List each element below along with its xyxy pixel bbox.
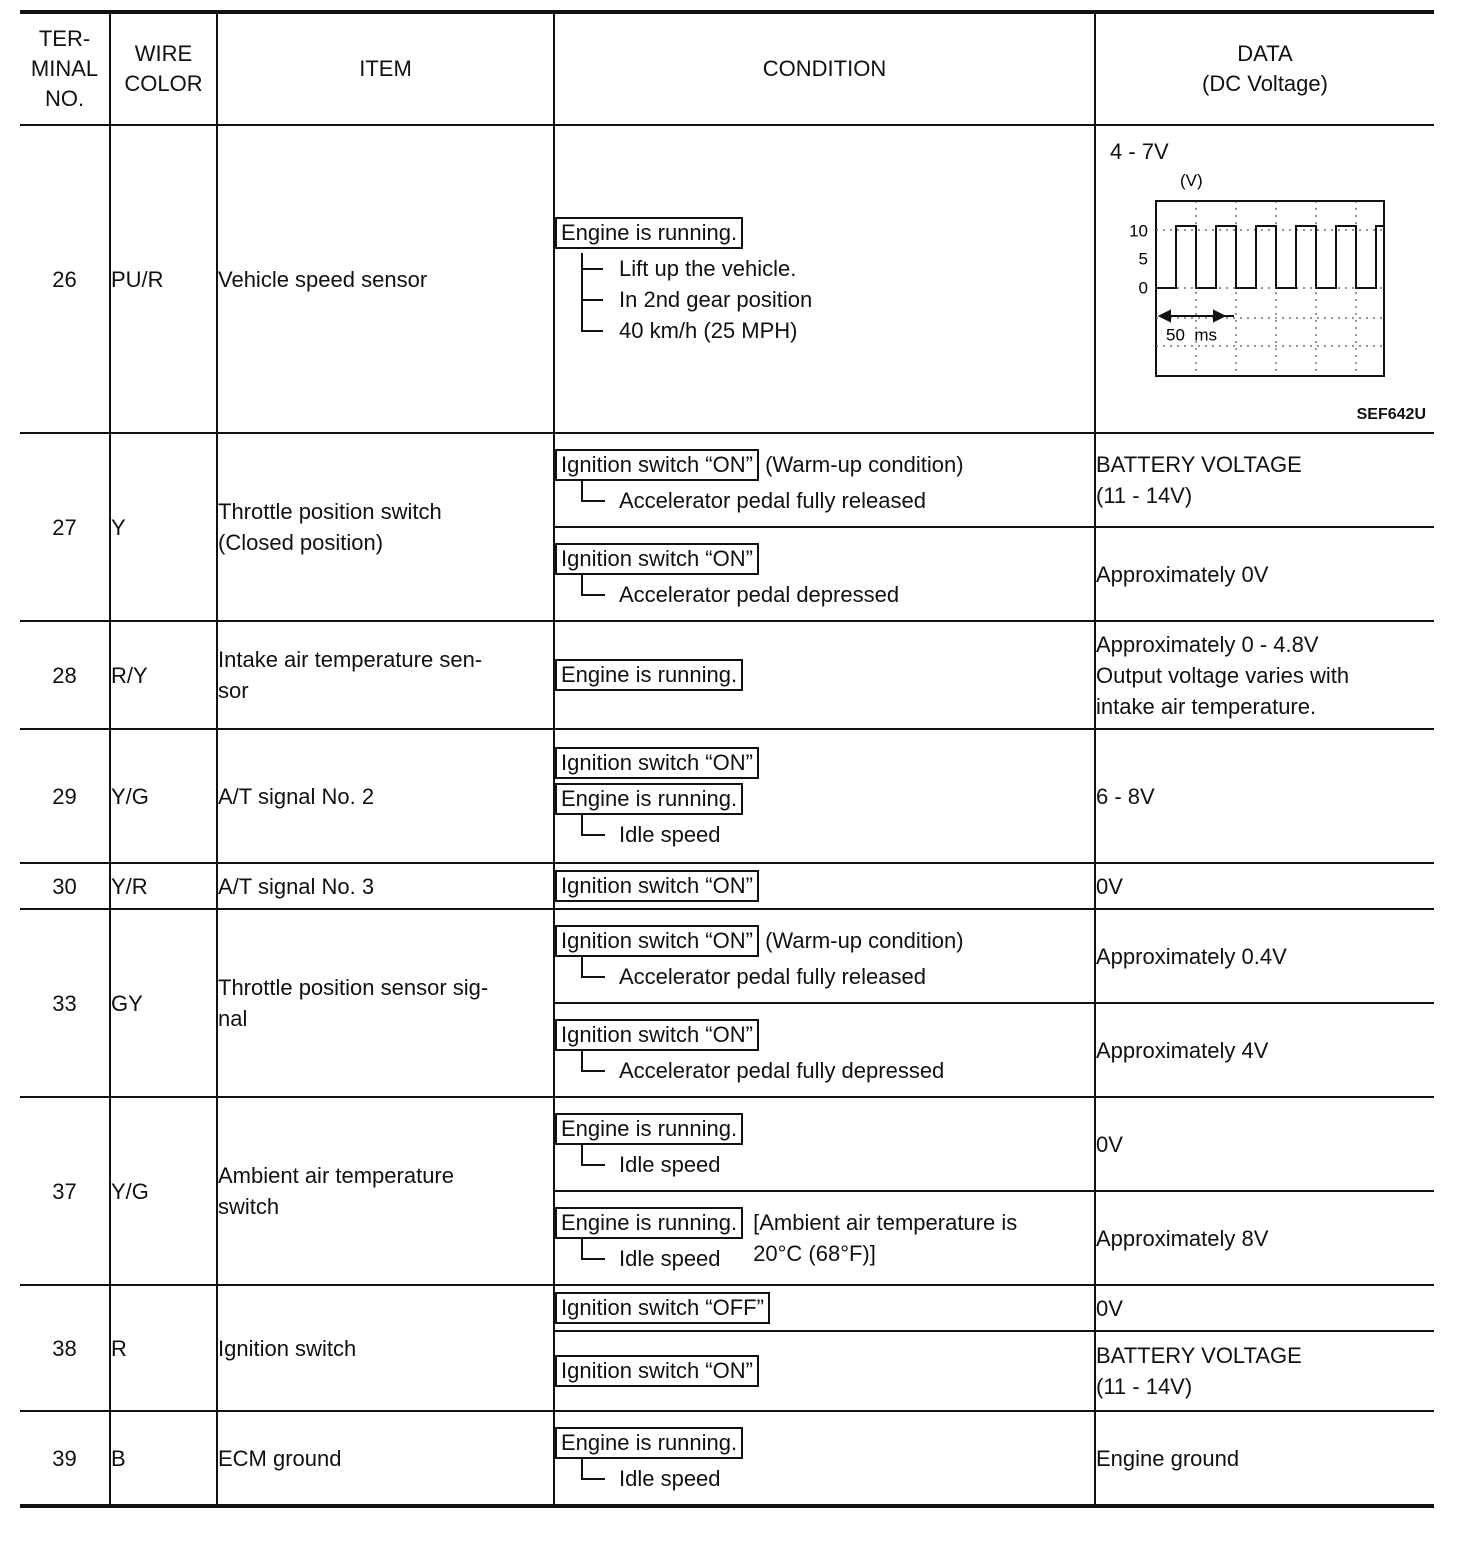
condition-cell bbox=[554, 125, 1095, 433]
condition-cell bbox=[554, 1411, 1095, 1506]
wire-color: GY bbox=[110, 909, 217, 1097]
table-row-37 bbox=[20, 1097, 1434, 1191]
item-line: nal bbox=[218, 1006, 248, 1031]
data-value: Approximately 4V bbox=[1095, 1003, 1434, 1097]
data-cell bbox=[1095, 1331, 1434, 1411]
condition-note-line: 20°C (68°F)] bbox=[753, 1240, 876, 1266]
condition-subline: Idle speed bbox=[581, 1243, 743, 1274]
condition-subline: Idle speed bbox=[581, 1463, 1094, 1494]
data-line: intake air temperature. bbox=[1096, 693, 1317, 719]
header-row bbox=[20, 12, 1434, 125]
condition-note: (Warm-up condition) bbox=[765, 927, 964, 953]
condition-box: Engine is running. bbox=[555, 1207, 743, 1239]
wire-color: PU/R bbox=[110, 125, 217, 433]
condition-subline: Accelerator pedal depressed bbox=[581, 579, 1094, 610]
condition-box: Ignition switch “ON” bbox=[555, 747, 759, 779]
table-row-29 bbox=[20, 729, 1434, 863]
condition-cell bbox=[554, 1285, 1095, 1331]
data-cell bbox=[1095, 125, 1434, 433]
data-line: BATTERY VOLTAGE bbox=[1096, 1343, 1302, 1368]
condition-cell bbox=[554, 1097, 1095, 1191]
wire-color: Y/G bbox=[110, 729, 217, 863]
condition-box: Ignition switch “ON” bbox=[555, 1355, 759, 1387]
waveform-y-tick: 0 bbox=[1138, 278, 1148, 298]
condition-box: Engine is running. bbox=[555, 1113, 743, 1145]
terminal-number: 33 bbox=[20, 909, 110, 1097]
data-value: Approximately 0.4V bbox=[1095, 909, 1434, 1003]
header-terminal-line: NO. bbox=[44, 86, 85, 111]
speed-sensor-waveform bbox=[1126, 168, 1416, 428]
condition-cell bbox=[554, 863, 1095, 909]
table-row-33 bbox=[20, 909, 1434, 1003]
wire-color: Y bbox=[110, 433, 217, 621]
condition-box: Ignition switch “ON” bbox=[555, 449, 759, 481]
condition-subline: Accelerator pedal fully released bbox=[581, 961, 1094, 992]
data-cell bbox=[1095, 621, 1434, 729]
waveform-time-label: 50 ms bbox=[1166, 325, 1218, 345]
wire-color: B bbox=[110, 1411, 217, 1506]
header-condition: CONDITION bbox=[554, 12, 1095, 125]
item-name: Vehicle speed sensor bbox=[217, 125, 554, 433]
waveform-y-tick: 5 bbox=[1138, 249, 1148, 269]
condition-box: Ignition switch “ON” bbox=[555, 543, 759, 575]
header-terminal-line: MINAL bbox=[30, 56, 99, 81]
condition-subline: Lift up the vehicle. bbox=[619, 253, 1094, 284]
waveform-y-tick: 10 bbox=[1129, 221, 1148, 241]
condition-note-line: [Ambient air temperature is bbox=[753, 1209, 1018, 1235]
header-data bbox=[1095, 12, 1434, 125]
condition-box: Ignition switch “ON” bbox=[555, 1019, 759, 1051]
condition-subline: Accelerator pedal fully released bbox=[581, 485, 1094, 516]
item-name bbox=[217, 1097, 554, 1285]
condition-box: Engine is running. bbox=[555, 659, 743, 691]
condition-sublist bbox=[581, 253, 1094, 346]
terminal-number: 37 bbox=[20, 1097, 110, 1285]
item-line: Throttle position switch bbox=[218, 499, 442, 524]
terminal-number: 27 bbox=[20, 433, 110, 621]
item-name: ECM ground bbox=[217, 1411, 554, 1506]
data-value: 0V bbox=[1095, 1097, 1434, 1191]
data-value: Approximately 0V bbox=[1095, 527, 1434, 621]
data-line: (11 - 14V) bbox=[1096, 1374, 1193, 1399]
table-row-27 bbox=[20, 433, 1434, 527]
condition-cell bbox=[554, 433, 1095, 527]
item-name: A/T signal No. 3 bbox=[217, 863, 554, 909]
item-name: A/T signal No. 2 bbox=[217, 729, 554, 863]
item-name: Ignition switch bbox=[217, 1285, 554, 1411]
terminal-number: 30 bbox=[20, 863, 110, 909]
condition-subline: In 2nd gear position bbox=[619, 284, 1094, 315]
item-line: (Closed position) bbox=[218, 530, 384, 555]
header-data-line: (DC Voltage) bbox=[1202, 71, 1328, 96]
data-value: 0V bbox=[1095, 1285, 1434, 1331]
condition-cell bbox=[554, 1331, 1095, 1411]
table-row-39 bbox=[20, 1411, 1434, 1506]
table-row-26 bbox=[20, 125, 1434, 433]
data-line: Output voltage varies with bbox=[1096, 662, 1350, 688]
header-wire-line: COLOR bbox=[124, 71, 203, 96]
terminal-number: 39 bbox=[20, 1411, 110, 1506]
wire-color: R/Y bbox=[110, 621, 217, 729]
condition-box: Ignition switch “ON” bbox=[555, 925, 759, 957]
condition-subline: Accelerator pedal fully depressed bbox=[581, 1055, 1094, 1086]
data-line: Approximately 0 - 4.8V bbox=[1096, 631, 1319, 657]
terminal-number: 29 bbox=[20, 729, 110, 863]
waveform-unit: (V) bbox=[1180, 171, 1203, 190]
item-name bbox=[217, 621, 554, 729]
header-item: ITEM bbox=[217, 12, 554, 125]
wire-color: R bbox=[110, 1285, 217, 1411]
ecm-terminal-table-page bbox=[20, 10, 1434, 1542]
item-line: switch bbox=[218, 1194, 280, 1219]
condition-subline: Idle speed bbox=[581, 819, 1094, 850]
item-line: Intake air temperature sen- bbox=[218, 647, 483, 672]
header-data-line: DATA bbox=[1237, 41, 1293, 66]
condition-cell bbox=[554, 1003, 1095, 1097]
data-cell bbox=[1095, 433, 1434, 527]
figure-code: SEF642U bbox=[1356, 406, 1426, 423]
table-row-30 bbox=[20, 863, 1434, 909]
item-name bbox=[217, 433, 554, 621]
condition-box: Ignition switch “OFF” bbox=[555, 1292, 770, 1324]
data-value: Approximately 8V bbox=[1095, 1191, 1434, 1285]
condition-box: Engine is running. bbox=[555, 783, 743, 815]
header-wire-line: WIRE bbox=[134, 41, 193, 66]
condition-note bbox=[753, 1207, 1017, 1269]
header-wire bbox=[110, 12, 217, 125]
table-row-38 bbox=[20, 1285, 1434, 1331]
wire-color: Y/R bbox=[110, 863, 217, 909]
terminal-number: 28 bbox=[20, 621, 110, 729]
condition-note: (Warm-up condition) bbox=[765, 451, 964, 477]
condition-cell bbox=[554, 1191, 1095, 1285]
table-row-28 bbox=[20, 621, 1434, 729]
item-line: sor bbox=[218, 678, 249, 703]
condition-cell bbox=[554, 621, 1095, 729]
data-value: 0V bbox=[1095, 863, 1434, 909]
item-line: Ambient air temperature bbox=[218, 1163, 454, 1188]
condition-box: Engine is running. bbox=[555, 217, 743, 249]
data-line: (11 - 14V) bbox=[1096, 483, 1193, 508]
item-line: Throttle position sensor sig- bbox=[218, 975, 489, 1000]
ecm-terminal-table bbox=[20, 10, 1434, 1508]
condition-box: Ignition switch “ON” bbox=[555, 870, 759, 902]
data-value: 6 - 8V bbox=[1095, 729, 1434, 863]
condition-cell bbox=[554, 729, 1095, 863]
data-value: 4 - 7V bbox=[1110, 139, 1169, 164]
data-value: Engine ground bbox=[1095, 1411, 1434, 1506]
data-line: BATTERY VOLTAGE bbox=[1096, 452, 1302, 477]
header-terminal bbox=[20, 12, 110, 125]
condition-cell bbox=[554, 527, 1095, 621]
item-name bbox=[217, 909, 554, 1097]
condition-subline: 40 km/h (25 MPH) bbox=[619, 315, 1094, 346]
condition-box: Engine is running. bbox=[555, 1427, 743, 1459]
wire-color: Y/G bbox=[110, 1097, 217, 1285]
terminal-number: 26 bbox=[20, 125, 110, 433]
terminal-number: 38 bbox=[20, 1285, 110, 1411]
condition-cell bbox=[554, 909, 1095, 1003]
header-terminal-line: TER- bbox=[38, 26, 91, 51]
condition-subline: Idle speed bbox=[581, 1149, 1094, 1180]
